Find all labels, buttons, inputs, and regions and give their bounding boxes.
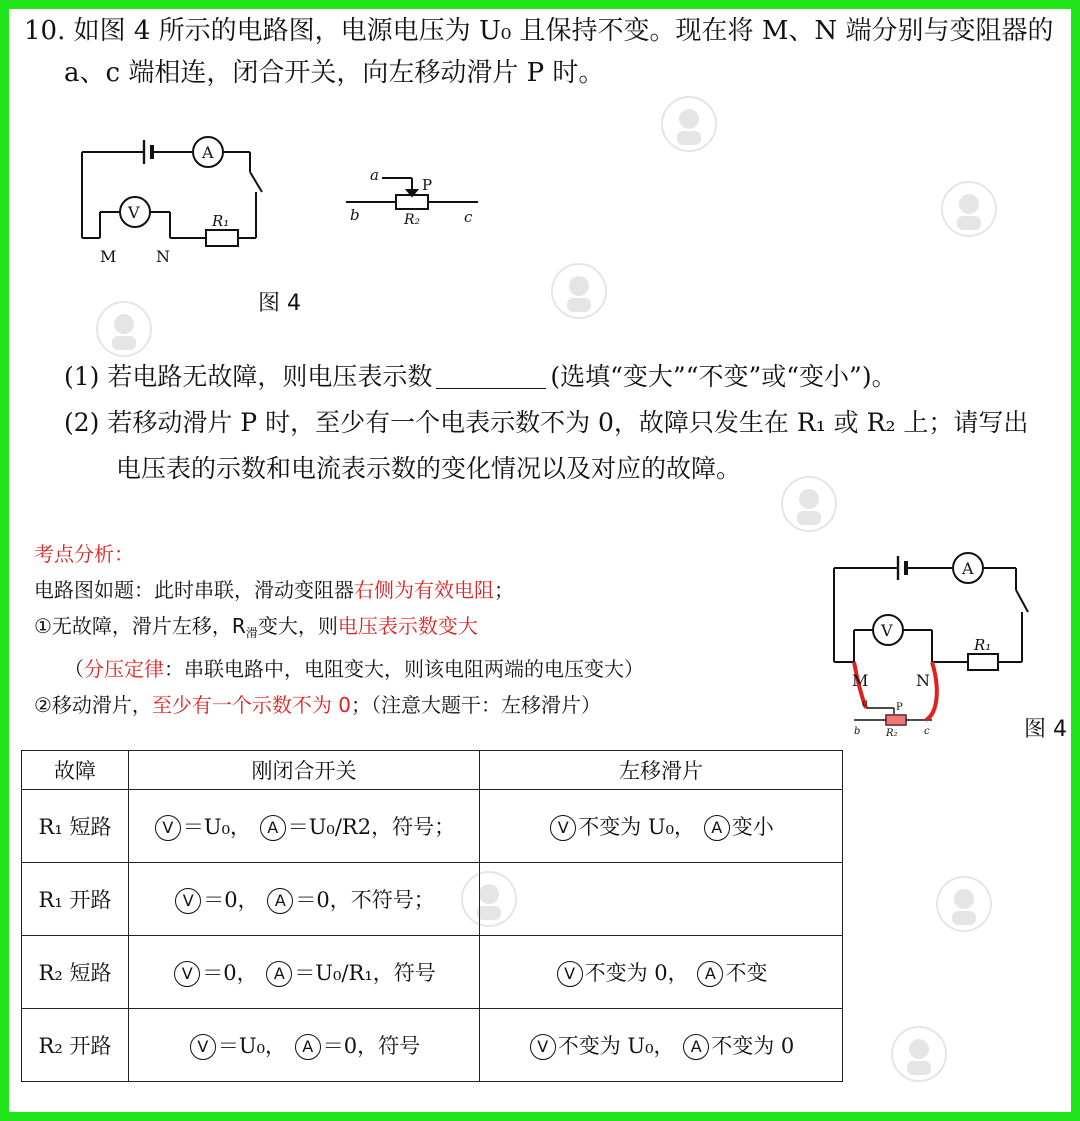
watermark-avatar-icon bbox=[460, 870, 518, 928]
ammeter-symbol-label: A bbox=[962, 559, 974, 578]
rheostat-a-label: a bbox=[370, 166, 379, 184]
figure-caption: 图 4 bbox=[258, 291, 301, 316]
subquestion-1-prefix: (1) 若电路无故障，则电压表示数 bbox=[64, 362, 433, 391]
analysis-text: 变大，则 bbox=[257, 614, 338, 638]
analysis-highlight: 右侧为有效电阻 bbox=[354, 578, 494, 602]
switch-closed-cell bbox=[129, 863, 480, 936]
subquestion-2-line-2: 电压表的示数和电流表示数的变化情况以及对应的故障。 bbox=[116, 454, 742, 483]
switch-closed-cell bbox=[129, 936, 480, 1009]
cell-text: ＝U₀/R₁，符号 bbox=[294, 960, 436, 985]
fault-cell: R₂ 开路 bbox=[22, 1009, 129, 1082]
watermark-avatar-icon bbox=[935, 875, 993, 933]
ammeter-icon: A bbox=[267, 888, 293, 914]
cell-text: ＝0，不符号； bbox=[295, 887, 435, 912]
watermark-avatar-icon bbox=[940, 180, 998, 238]
switch-closed-cell bbox=[129, 1009, 480, 1082]
voltmeter-symbol-label: V bbox=[881, 621, 893, 640]
table-header-row bbox=[22, 751, 843, 790]
cell-text: ＝0， bbox=[202, 960, 258, 985]
rheostat-c-label: c bbox=[464, 208, 473, 226]
watermark-avatar-icon bbox=[780, 475, 838, 533]
table-row bbox=[22, 1009, 843, 1082]
voltmeter-icon: V bbox=[530, 1034, 556, 1060]
watermark-avatar-icon bbox=[550, 262, 608, 320]
table-row bbox=[22, 936, 843, 1009]
slider-p-label: P bbox=[422, 176, 433, 194]
switch-closed-cell bbox=[129, 790, 480, 863]
header-slide-left: 左移滑片 bbox=[480, 751, 843, 790]
voltmeter-icon: V bbox=[190, 1034, 216, 1060]
fault-cell: R₁ 短路 bbox=[22, 790, 129, 863]
slide-left-cell bbox=[480, 1009, 843, 1082]
cell-text: ＝0，符号 bbox=[322, 1033, 421, 1058]
analysis-text: ①无故障，滑片左移，R bbox=[34, 614, 246, 638]
voltmeter-icon: V bbox=[175, 888, 201, 914]
table-row bbox=[22, 790, 843, 863]
slide-left-cell bbox=[480, 863, 843, 936]
subscript: 滑 bbox=[245, 626, 258, 640]
cell-text: ＝U₀， bbox=[217, 1033, 287, 1058]
r2-label: R₂ bbox=[886, 728, 898, 739]
question-line-1: 10. 如图 4 所示的电路图，电源电压为 U₀ 且保持不变。现在将 M、N 端分别与变阻器的 bbox=[24, 16, 1054, 46]
analysis-highlight: 至少有一个示数不为 0 bbox=[151, 693, 352, 717]
subquestion-1 bbox=[64, 354, 1074, 400]
analysis-text: ②移动滑片， bbox=[34, 693, 152, 717]
r1-label: R₁ bbox=[212, 212, 230, 230]
cell-text: 不变为 U₀， bbox=[557, 1033, 675, 1058]
ammeter-icon: A bbox=[697, 961, 723, 987]
answer-blank[interactable] bbox=[436, 358, 546, 389]
cell-text: 不变 bbox=[725, 960, 768, 985]
fault-cell: R₁ 开路 bbox=[22, 863, 129, 936]
header-switch-closed: 刚闭合开关 bbox=[129, 751, 480, 790]
ammeter-icon: A bbox=[683, 1034, 709, 1060]
voltmeter-icon: V bbox=[174, 961, 200, 987]
analysis-text: ；（注意大题干：左移滑片） bbox=[351, 693, 602, 717]
annotated-circuit-diagram bbox=[828, 548, 1038, 748]
question-text bbox=[24, 10, 1069, 94]
ammeter-icon: A bbox=[260, 815, 286, 841]
terminal-n-label: N bbox=[916, 671, 930, 690]
analysis-line-3 bbox=[34, 651, 824, 687]
cell-text: 不变为 U₀， bbox=[578, 814, 696, 839]
analysis-heading: 考点分析： bbox=[34, 542, 134, 566]
question-line-2: a、c 端相连，闭合开关，向左移动滑片 P 时。 bbox=[64, 58, 605, 88]
watermark-avatar-icon bbox=[890, 1025, 948, 1083]
cell-text: 不变为 0， bbox=[584, 960, 689, 985]
voltmeter-icon: V bbox=[550, 815, 576, 841]
subquestion-1-suffix: (选填“变大”“不变”或“变小”)。 bbox=[550, 362, 897, 391]
cell-text: ＝0， bbox=[203, 887, 259, 912]
rheostat-a-label: a bbox=[862, 698, 868, 709]
subquestion-2-line-1: (2) 若移动滑片 P 时，至少有一个电表示数不为 0，故障只发生在 R₁ 或 R₂ 上；请写出 bbox=[64, 408, 1029, 437]
voltmeter-icon: V bbox=[557, 961, 583, 987]
analysis-line-4 bbox=[34, 687, 824, 723]
fault-table bbox=[21, 750, 843, 1082]
figure-caption-small: 图 4 bbox=[1024, 717, 1067, 742]
fault-cell: R₂ 短路 bbox=[22, 936, 129, 1009]
terminal-m-label: M bbox=[100, 247, 117, 266]
watermark-avatar-icon bbox=[660, 95, 718, 153]
analysis-section bbox=[34, 536, 824, 723]
analysis-text: ； bbox=[494, 578, 514, 602]
table-row bbox=[22, 863, 843, 936]
circuit-diagram-figure4 bbox=[70, 130, 290, 270]
ammeter-icon: A bbox=[266, 961, 292, 987]
terminal-n-label: N bbox=[156, 247, 170, 266]
analysis-line-2 bbox=[34, 608, 824, 651]
slide-left-cell bbox=[480, 790, 843, 863]
slider-p-label: P bbox=[896, 702, 903, 713]
r1-label: R₁ bbox=[974, 636, 992, 654]
voltmeter-icon: V bbox=[155, 815, 181, 841]
cell-text: 变小 bbox=[731, 814, 774, 839]
cell-text: ＝U₀， bbox=[182, 814, 252, 839]
header-fault: 故障 bbox=[22, 751, 129, 790]
ammeter-icon: A bbox=[295, 1034, 321, 1060]
rheostat-diagram bbox=[340, 166, 490, 236]
analysis-text: ：串联电路中，电阻变大，则该电阻两端的电压变大） bbox=[164, 657, 644, 681]
rheostat-b-label: b bbox=[350, 206, 360, 224]
subquestion-2 bbox=[64, 400, 1074, 492]
ammeter-symbol-label: A bbox=[202, 143, 214, 162]
slide-left-cell bbox=[480, 936, 843, 1009]
analysis-text: （ bbox=[64, 657, 84, 681]
cell-text: ＝U₀/R2，符号； bbox=[287, 814, 456, 839]
rheostat-b-label: b bbox=[854, 726, 861, 737]
analysis-line-1 bbox=[34, 572, 824, 608]
rheostat-c-label: c bbox=[924, 726, 930, 737]
analysis-highlight: 电压表示数变大 bbox=[337, 614, 478, 638]
ammeter-icon: A bbox=[704, 815, 730, 841]
watermark-avatar-icon bbox=[95, 300, 153, 358]
voltmeter-symbol-label: V bbox=[128, 203, 140, 222]
analysis-highlight: 分压定律 bbox=[84, 657, 164, 681]
r2-label: R₂ bbox=[404, 212, 421, 228]
cell-text: 不变为 0 bbox=[711, 1033, 795, 1058]
terminal-m-label: M bbox=[852, 671, 869, 690]
analysis-text: 电路图如题：此时串联，滑动变阻器 bbox=[34, 578, 354, 602]
